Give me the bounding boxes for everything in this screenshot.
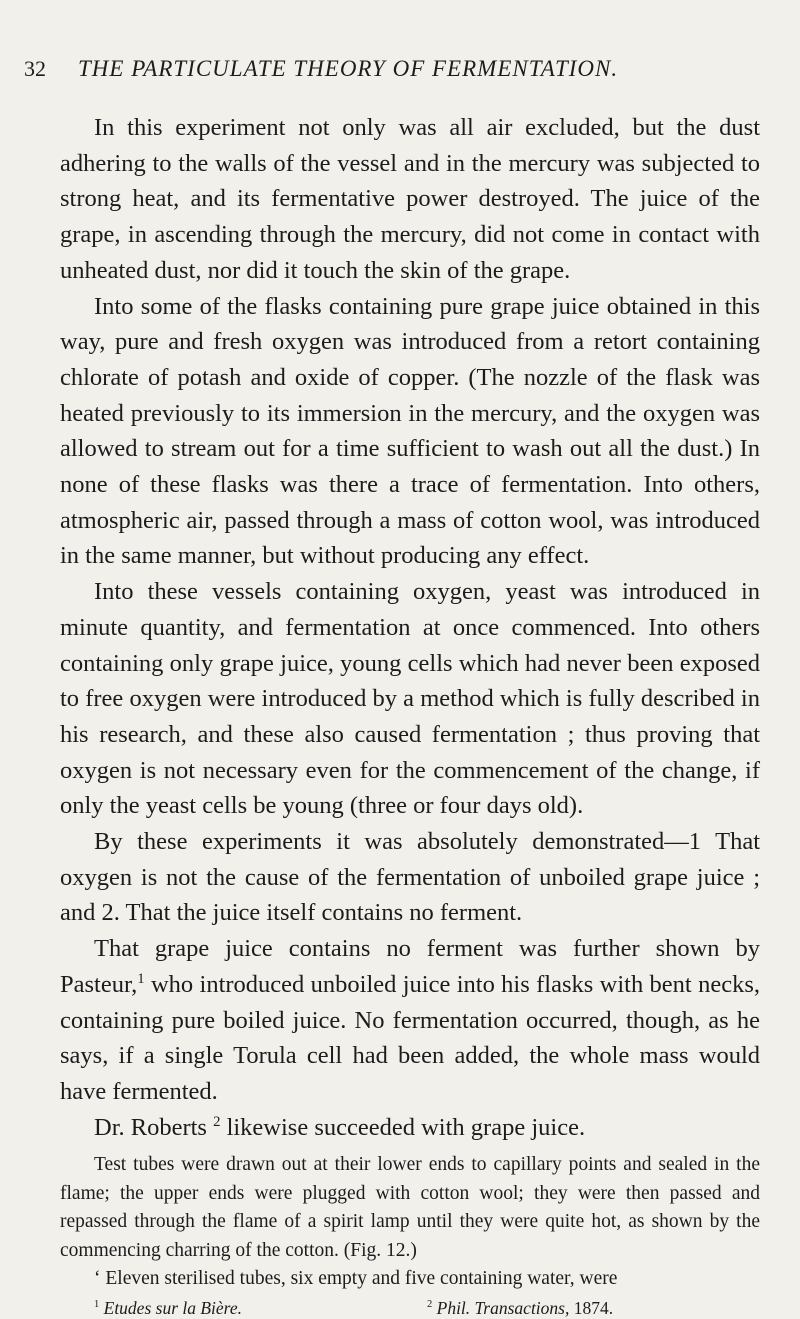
paragraph: By these experiments it was absolutely demonstrated—1 That oxygen is not the cause of the fermentation of unboiled grape juice ; and 2. That the juice itself contains no ferment. [60, 828, 760, 927]
body-text [24, 110, 760, 1145]
paragraph: Into some of the flasks containing pure grape juice obtained in this way, pure and fresh oxygen was introduced from a retort containing chlorate of potash and oxide of copper. (The nozzle of the flask was heated previously to its immersion in the mercury, and the oxygen was allowed to stream out for a time sufficient to wash out all the dust.) In none of these flasks was there a trace of fermentation. Into others, atmospheric air, passed through a mass of cotton wool, was introduced in the same manner, but without producing any effect. [60, 292, 760, 570]
paragraph [60, 931, 760, 1110]
footnote-ref: 1 [137, 970, 145, 987]
quoted-text [24, 1151, 760, 1294]
footnote [94, 1298, 427, 1319]
paragraph: In this experiment not only was all air excluded, but the dust adhering to the walls of the vessel and in the mercury was subjected to strong heat, and its fermentative power destroyed. The juice of the grape, in ascending through the mercury, did not come in contact with unheated dust, nor did it touch the skin of the grape. [60, 114, 760, 284]
paragraph-text: who introduced unboiled juice into his flasks with bent necks, containing pure boiled juice. No fermentation occurred, though, as he says, if a single Torula cell had been added, the whole mass would have fermented. [60, 970, 760, 1105]
footnote-title: Phil. Transactions, [436, 1297, 570, 1318]
footnote-ref: 2 [213, 1113, 221, 1130]
footnote [427, 1298, 760, 1319]
paragraph-text: That grape juice contains no ferment was further shown by Pasteur, [60, 935, 760, 998]
footnote-title: Etudes sur la Bière. [103, 1297, 242, 1318]
page-header [24, 56, 760, 104]
small-paragraph: ‘ Eleven sterilised tubes, six empty and five containing water, were [94, 1268, 618, 1290]
paragraph-text: Dr. Roberts [94, 1113, 214, 1141]
paragraph [60, 1110, 760, 1146]
footnote-mark: 1 [94, 1299, 100, 1311]
small-paragraph: Test tubes were drawn out at their lower ends to capillary points and sealed in the flame; the upper ends were plugged with cotton wool; they were then passed and repassed through the flame of a spirit lamp until they were quite hot, as shown by the commencing charring of the cotton. (Fig. 12.) [60, 1154, 760, 1261]
paragraph-text: likewise succeeded with grape juice. [220, 1113, 586, 1141]
footnote-rest: 1874. [569, 1297, 614, 1318]
footnotes [24, 1298, 760, 1319]
paragraph: Into these vessels containing oxygen, yeast was introduced in minute quantity, and fermentation at once commenced. Into others containing only grape juice, young cells which had never been exposed to free oxygen were introduced by a method which is fully described in his research, and these also caused fermentation ; thus proving that oxygen is not necessary even for the commencement of the change, if only the yeast cells be young (three or four days old). [60, 578, 760, 820]
running-title: THE PARTICULATE THEORY OF FERMENTATION. [78, 56, 619, 81]
page-number: 32 [24, 56, 46, 81]
footnote-mark: 2 [427, 1299, 433, 1311]
